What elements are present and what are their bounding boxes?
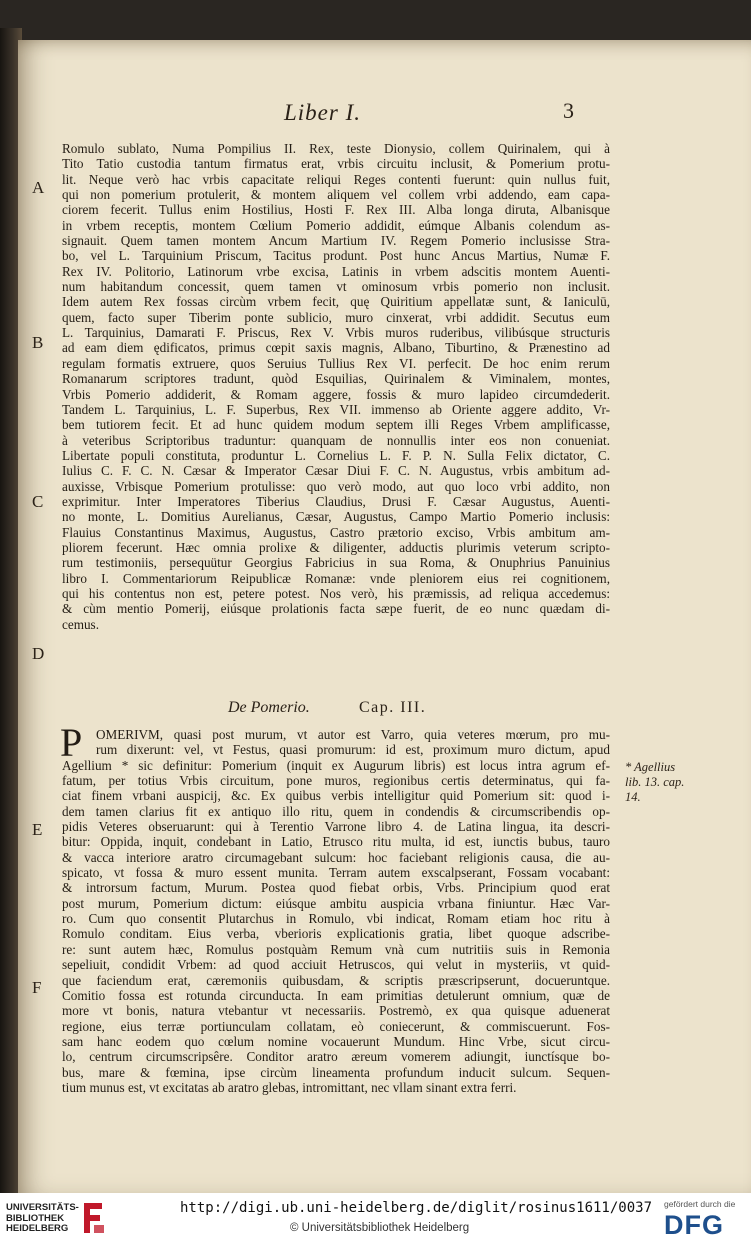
text-line: qui non pomerium protulerit, & montem aliquem vel collem vrbi addendo, eam capa-	[62, 187, 610, 203]
text-line: rum testimoniis, persequütur Georgius Fabricius in sua Roma, & Onuphrius Panuinius	[62, 555, 610, 571]
text-line: lit. Neque verò hac vrbis capacitate reliqui Reges contenti fuerunt: quin nullus fuit,	[62, 171, 610, 187]
text-line: sepeliuit, condidit Vrbem: ad quod acciuit Hetruscos, qui velut in mysteriis, vt quid-	[62, 957, 610, 973]
text-line: Romulo sublato, Numa Pompilius II. Rex, teste Dionysio, collem Quirinalem, qui à	[62, 141, 610, 156]
text-line: lo, centrum circumscripsêre. Conditor aratro æreum vomerem adiungit, iunctísque bo-	[62, 1049, 610, 1065]
text-line: pliorem fecerunt. Hæc omnia prolixe & diligenter, adductis plurimis veterum scripto-	[62, 539, 610, 555]
text-line: Flauius Constantinus Maximus, Augustus, Castro prætorio exciso, Vrbis ambitum am-	[62, 524, 610, 540]
marginal-note-line: * Agellius	[625, 760, 676, 774]
library-logo-icon	[80, 1201, 106, 1235]
text-line: OMERIVM, quasi post murum, vt autor est Varro, quia veteres mœrum, pro mu-	[96, 727, 610, 742]
text-line: tium munus est, vt excitatas ab aratro glebas, intromittant, nec vllam sinant extra ferri.	[62, 1079, 517, 1095]
text-line: Rex IV. Politorio, Latinorum vrbe excisa, Latinis in vrbem adscitis montem Auenti-	[62, 263, 610, 279]
copyright-notice: © Universitätsbibliothek Heidelberg	[290, 1222, 470, 1234]
text-line: & cùm mentio Pomerij, eiúsque prolationis facta sæpe fuerit, de eo nunc quædam di-	[62, 601, 610, 617]
drop-cap: P	[60, 720, 83, 765]
text-line: spicato, vt fossa & muro essent munita. Terram autem exscalpserant, Fossam vocabant:	[62, 865, 610, 881]
margin-letter-f: F	[32, 978, 42, 997]
viewer-footer	[0, 1193, 751, 1248]
text-line: bus, mare & fœmina, ipse circùm lineamenta profundum inducit sulcum. Sequen-	[62, 1064, 610, 1080]
text-line: in vrbem receptis, montem Cœlium Pomerio addidit, eúmque Albanis colendum as-	[62, 217, 610, 233]
text-line: bem tutiorem fecit. Et ad hunc quidem modum septem illi Reges Vrbem amplificasse,	[62, 417, 610, 433]
text-line: signauit. Quem tamen montem Ancum Martium IV. Regem Pomerio inclusisse Stra-	[62, 233, 610, 249]
margin-letter-c: C	[32, 492, 44, 511]
text-line: & vacca interiore aratro circumagebant sulcum: hoc faciebant religionis causa, die au-	[62, 849, 610, 865]
text-line: rum dixerunt: vel, vt Festus, quasi promurum: id est, proximum muro dictum, apud	[96, 742, 610, 758]
text-line: Tandem L. Tarquinius, L. F. Superbus, Rex VII. immenso ab Oriente aggere addito, Vr-	[62, 401, 610, 417]
text-line: ciorem fecerit. Tullus enim Hostilius, Hosti F. Rex III. Alba longa diruta, Albanisque	[62, 202, 610, 218]
page-number: 3	[563, 98, 574, 123]
text-line: bitur: Oppida, inquit, condebant in Latio, Etrusco ritu multa, id est, iunctis bubus, tauro	[62, 834, 610, 850]
library-name-line: BIBLIOTHEK	[6, 1212, 65, 1224]
text-line: num habitandum concessit, quem tamen vt ominosum vrbis pomerio non inclusit.	[62, 279, 610, 295]
text-line: cemus.	[62, 616, 99, 632]
text-line: ad eam diem ędificatos, primus cœpit saxis magnis, Albano, Tiburtino, & Prænestino ad	[62, 340, 610, 356]
text-line: Iulius C. F. C. N. Cæsar & Imperator Cæsar Diui F. C. N. Augustus, vrbis ambitum ad-	[62, 463, 610, 479]
dfg-logo: DFG	[664, 1210, 724, 1240]
text-line: Tito Tatio custodia tantum firmatus erat, vrbis circuitu inclusit, & Pomerium protu-	[62, 156, 610, 172]
text-line: auxisse, Vrbisque Pomerium protulisse: quo verò modo, aut quo loco vrbi addito, non	[62, 478, 610, 494]
text-line: re: sunt autem hæc, Romulus postquàm Remum vnà cum nutritiis suis in Remonia	[62, 941, 610, 957]
margin-letter-a: A	[32, 178, 45, 197]
library-name-line: HEIDELBERG	[6, 1223, 69, 1234]
chapter-heading	[18, 699, 751, 721]
text-line: Libertate populi constituta, produntur L. Cornelius L. F. P. N. Sulla Felix dictator, C.	[62, 447, 610, 463]
running-header	[18, 98, 751, 132]
text-line: no monte, L. Domitius Aurelianus, Cæsar, Augustus, Campo Martio Pomerio inclusis:	[62, 509, 610, 525]
text-line: more vt bonis, natura vtebantur vt necessariis. Postremò, ex qua quisque aduenerat	[62, 1003, 610, 1019]
body-text-section-2	[62, 727, 610, 1095]
text-line: Comitio fossa est rotunda circunducta. In eam primitias detulerunt omnium, quæ de	[62, 987, 610, 1003]
text-line: Romanarum scriptores tradunt, quòd Esquilias, Quirinalem & Viminalem, montes,	[62, 371, 610, 387]
text-line: sam hanc eodem quo cœlum nomine vocauerunt Mundum. Hinc Vrbe, sicut circu-	[62, 1033, 610, 1049]
text-line: Romulo conditam. Eius verba, vberioris explicationis gratia, libet quoque adscribe-	[62, 926, 610, 942]
text-line: fatum, per totius Vrbis circuitum, pone muros, regionibus certis determinatus, qui fa-	[62, 773, 610, 789]
marginal-note-line: lib. 13. cap.	[625, 775, 685, 789]
text-line: post murum, Pomerium dictum: eiúsque ambitu auspicia vrbana finiuntur. Hæc Var-	[62, 895, 610, 911]
chapter-title: De Pomerio.	[228, 699, 310, 716]
text-line: ciat finem vrbani auspicij, &c. Ex quibus verbis intelligitur quid Pomerium sit: quod i-	[62, 788, 610, 804]
marginal-note-line: 14.	[625, 790, 641, 804]
body-text-section-1	[62, 141, 610, 632]
library-logo-text	[6, 1203, 79, 1235]
text-line: exprimitur. Inter Imperatores Tiberius Claudius, Drusi F. Cæsar Augustus, Auenti-	[62, 493, 610, 509]
margin-letter-b: B	[32, 333, 44, 352]
text-line: que faciendum erat, cæremoniis quibusdam, & scriptis præscripserunt, docueruntque.	[62, 972, 610, 988]
text-line: quem, facto super Tiberim ponte sublicio, muro cinxerat, vrbi addidit. Secutus eum	[62, 309, 610, 325]
text-line: ro. Cum quo consentit Plutarchus in Romulo, vbi indicat, Romam etiam hoc ritu à	[62, 911, 610, 927]
text-line: bo, vel L. Tarquinium Priscum, Tacitus produnt. Post hunc Ancus Martius, Numæ F.	[62, 248, 610, 264]
book-page	[18, 40, 751, 1193]
text-line: Agellium * sic definitur: Pomerium (inquit ex Augurum libris) est locus intra agrum ef-	[62, 757, 610, 773]
text-line: regione, eius terræ portiunculam collatam, eò coniecerunt, & commiscuerunt. Fos-	[62, 1018, 610, 1034]
text-line: à veteribus Scriptoribus traduntur: quanquam de nonnullis inter eos non conueniat.	[62, 432, 610, 448]
dfg-caption: gefördert durch die	[664, 1199, 736, 1209]
text-line: qui his contentus non est, petere potest. Nos verò, his præmissis, ad reliqua accedemus:	[62, 585, 610, 601]
text-line: Idem autem Rex fossas circùm vrbem fecit, quę Quiritium appellatæ sunt, & Ianiculū,	[62, 294, 610, 310]
text-line: Vrbis Pomerio addiderit, & Romam aggere, fossis & muro lapideo circumdederit.	[62, 386, 610, 402]
library-name-line: UNIVERSITÄTS-	[6, 1202, 79, 1213]
marginal-note	[625, 760, 684, 805]
text-line: dem tamen clarius fit ex antiquo illo ritu, quem in condendis & circumscribendis op-	[62, 803, 610, 819]
text-line: libro I. Commentariorum Reipublicæ Romanæ: vnde pleniorem eius rei cognitionem,	[62, 570, 610, 586]
text-line: & introrsum factum, Murum. Postea quod fiebat orbis, Vrbs. Principium quod erat	[62, 880, 610, 896]
text-line: regulam formatis extruere, quos Seruius Tullius Rex VI. perfecit. De hoc enim rerum	[62, 355, 610, 371]
margin-letter-d: D	[32, 644, 45, 663]
margin-letter-e: E	[32, 820, 43, 839]
chapter-number: Cap. III.	[359, 699, 427, 716]
running-title: Liber I.	[284, 100, 361, 125]
text-line: pidis Veteres obseruarunt: qui à Terentio Varrone libro 4. de Latina lingua, ita descri-	[62, 819, 610, 835]
permalink-url[interactable]: http://digi.ub.uni-heidelberg.de/diglit/rosinus1611/0037	[180, 1200, 653, 1216]
text-line: L. Tarquinius, Damarati F. Priscus, Rex V. Vrbis muros ruderibus, vilibúsque structuris	[62, 325, 610, 341]
